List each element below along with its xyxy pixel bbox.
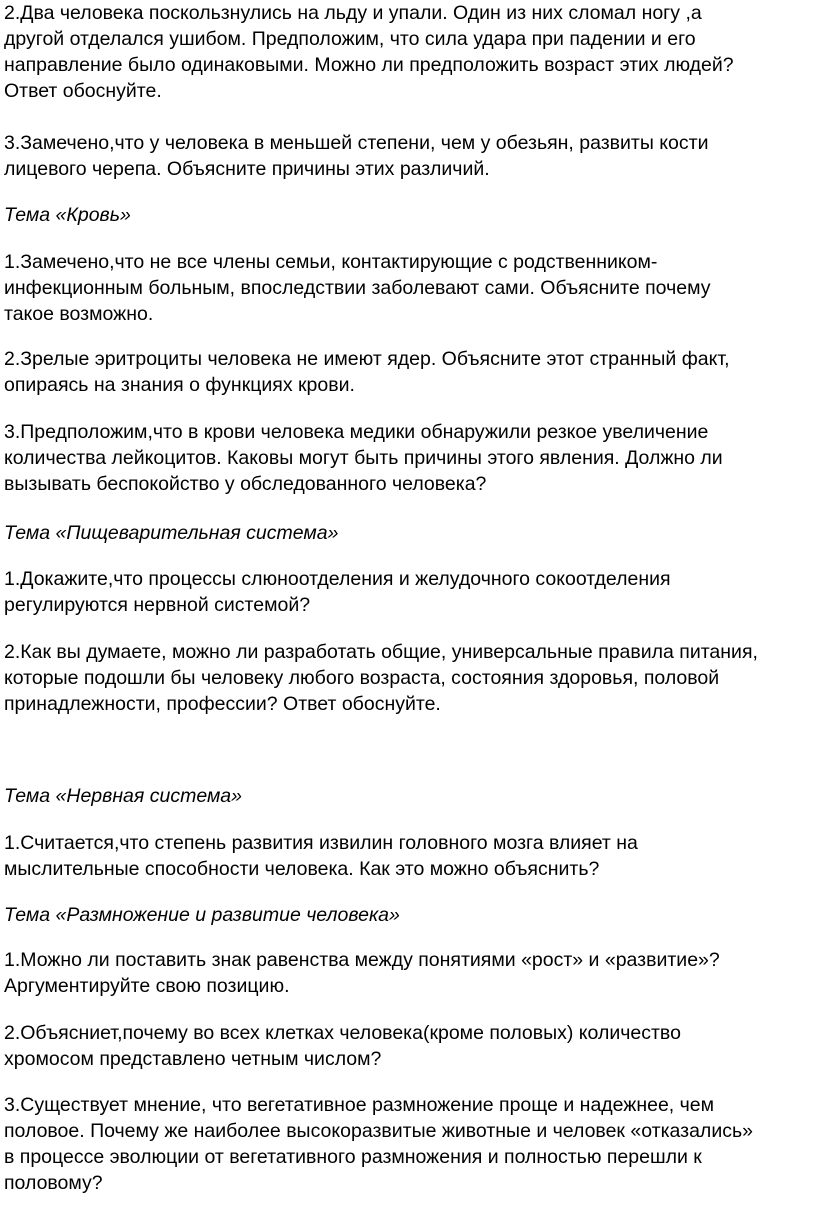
question-blood-2: 2.Зрелые эритроциты человека не имеют ядер. Объясните этот странный факт, опираясь на знания о функциях крови. — [4, 348, 730, 396]
section-heading-blood: Тема «Кровь» — [4, 204, 131, 226]
question-skeleton-3: 3.Замечено,что у человека в меньшей степени, чем у обезьян, развиты кости лицевого черепа. Объясните причины этих различий. — [4, 132, 709, 180]
question-reproduction-3: 3.Существует мнение, что вегетативное размножение проще и надежнее, чем половое. Почему же наиболее высокоразвитые животные и человек «отказались» в процессе эволюции от вегетативного размножения и полностью перешли к половому? — [4, 1094, 753, 1194]
question-digestive-1: 1.Докажите,что процессы слюноотделения и желудочного сокоотделения регулируются нервной системой? — [4, 568, 671, 616]
section-heading-digestive: Тема «Пищеварительная система» — [4, 522, 339, 544]
section-heading-reproduction: Тема «Размножение и развитие человека» — [4, 904, 400, 926]
question-skeleton-2: 2.Два человека поскользнулись на льду и упали. Один из них сломал ногу ,а другой отделался ушибом. Предположим, что сила удара при падении и его направление было одинаковыми. Можно ли предположить возраст этих людей? Ответ обоснуйте. — [4, 2, 734, 102]
section-heading-nervous: Тема «Нервная система» — [4, 785, 242, 807]
question-blood-1: 1.Замечено,что не все члены семьи, контактирующие с родственником- инфекционным больным, впоследствии заболевают сами. Объясните почему такое возможно. — [4, 251, 711, 325]
question-reproduction-2: 2.Объясниет,почему во всех клетках человека(кроме половых) количество хромосом представлено четным числом? — [4, 1022, 681, 1070]
question-digestive-2: 2.Как вы думаете, можно ли разработать общие, универсальные правила питания, которые подошли бы человеку любого возраста, состояния здоровья, половой принадлежности, профессии? Ответ обоснуйте. — [4, 641, 758, 715]
question-reproduction-1: 1.Можно ли поставить знак равенства между понятиями «рост» и «развитие»? Аргументируйте свою позицию. — [4, 949, 720, 997]
question-blood-3: 3.Предположим,что в крови человека медики обнаружили резкое увеличение количества лейкоцитов. Каковы могут быть причины этого явления. Должно ли вызывать беспокойство у обследованного человека? — [4, 421, 723, 495]
question-nervous-1: 1.Считается,что степень развития извилин головного мозга влияет на мыслительные способности человека. Как это можно объяснить? — [4, 832, 638, 880]
